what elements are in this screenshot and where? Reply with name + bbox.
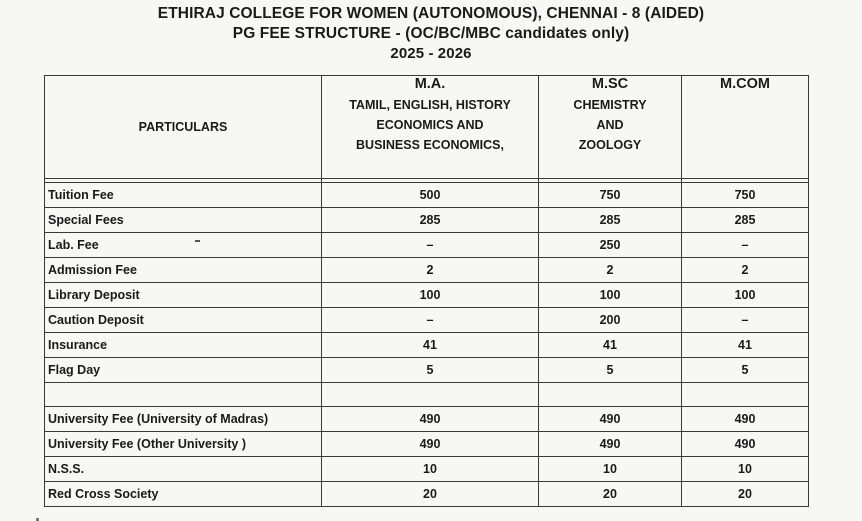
column-header-ma	[322, 76, 539, 179]
subject-line: TAMIL, ENGLISH, HISTORY	[349, 98, 511, 112]
fee-value: 2	[322, 258, 539, 283]
fee-value: 5	[539, 358, 682, 383]
fee-value: 41	[682, 333, 809, 358]
particulars-header: PARTICULARS	[45, 76, 322, 179]
fee-structure-title: PG FEE STRUCTURE - (OC/BC/MBC candidates only)	[232, 25, 630, 42]
fee-label: N.S.S.	[45, 457, 322, 482]
table-row	[45, 457, 809, 482]
fee-label: Flag Day	[45, 358, 322, 383]
fee-value: 490	[539, 432, 682, 457]
fee-label: Lab. Fee	[45, 233, 322, 258]
subject-line: BUSINESS ECONOMICS,	[356, 138, 504, 152]
fee-value: –	[682, 308, 809, 333]
table-header-row	[45, 76, 809, 179]
fee-value: 750	[682, 183, 809, 208]
fee-label: Special Fees	[45, 208, 322, 233]
column-header-mcom	[682, 76, 809, 179]
fee-value: 41	[322, 333, 539, 358]
degree-label: M.SC	[591, 76, 629, 92]
table-row	[45, 183, 809, 208]
fee-value: –	[682, 233, 809, 258]
fee-value: 490	[322, 407, 539, 432]
subject-line: AND	[596, 118, 624, 132]
fee-label: University Fee (Other University )	[45, 432, 322, 457]
fee-value: 20	[682, 482, 809, 507]
subject-line: ZOOLOGY	[578, 138, 642, 152]
table-row	[45, 333, 809, 358]
table-row	[45, 432, 809, 457]
fee-value: 10	[539, 457, 682, 482]
fee-value: 250	[539, 233, 682, 258]
fee-value: 490	[682, 407, 809, 432]
table-row	[45, 258, 809, 283]
table-row	[45, 358, 809, 383]
college-title: ETHIRAJ COLLEGE FOR WOMEN (AUTONOMOUS), CHENNAI - 8 (AIDED)	[157, 5, 705, 22]
fee-value: 490	[322, 432, 539, 457]
fee-label: Red Cross Society	[45, 482, 322, 507]
fee-value: 285	[322, 208, 539, 233]
fee-value: 5	[322, 358, 539, 383]
scan-mark	[195, 240, 200, 242]
fee-value: 285	[539, 208, 682, 233]
fee-value: 750	[539, 183, 682, 208]
table-row	[45, 233, 809, 258]
fee-value: –	[322, 233, 539, 258]
subject-line: ECONOMICS AND	[376, 118, 484, 132]
fee-value: 100	[682, 283, 809, 308]
fee-value: 10	[682, 457, 809, 482]
fee-value: 2	[682, 258, 809, 283]
fee-value: 200	[539, 308, 682, 333]
table-row	[45, 482, 809, 507]
fee-value: 285	[682, 208, 809, 233]
fee-label: Admission Fee	[45, 258, 322, 283]
fee-value: 100	[322, 283, 539, 308]
degree-label: M.A.	[414, 76, 446, 92]
fee-value: 490	[539, 407, 682, 432]
fee-value: 41	[539, 333, 682, 358]
table-row	[45, 283, 809, 308]
document-header	[0, 4, 862, 64]
column-header-msc	[539, 76, 682, 179]
academic-year: 2025 - 2026	[390, 45, 472, 62]
fee-value: 10	[322, 457, 539, 482]
fee-value: 20	[322, 482, 539, 507]
fee-value: 490	[682, 432, 809, 457]
fee-label: Caution Deposit	[45, 308, 322, 333]
fee-label: Library Deposit	[45, 283, 322, 308]
fee-value: 500	[322, 183, 539, 208]
table-row	[45, 407, 809, 432]
fee-value: 5	[682, 358, 809, 383]
degree-label: M.COM	[720, 76, 770, 92]
fee-value: 20	[539, 482, 682, 507]
fee-label: Tuition Fee	[45, 183, 322, 208]
fee-label: Insurance	[45, 333, 322, 358]
table-row	[45, 308, 809, 333]
fee-value: –	[322, 308, 539, 333]
table-row	[45, 208, 809, 233]
blank-row	[45, 383, 809, 407]
fee-label: University Fee (University of Madras)	[45, 407, 322, 432]
fee-value: 100	[539, 283, 682, 308]
fee-table	[44, 75, 809, 507]
subject-line: CHEMISTRY	[573, 98, 647, 112]
fee-value: 2	[539, 258, 682, 283]
